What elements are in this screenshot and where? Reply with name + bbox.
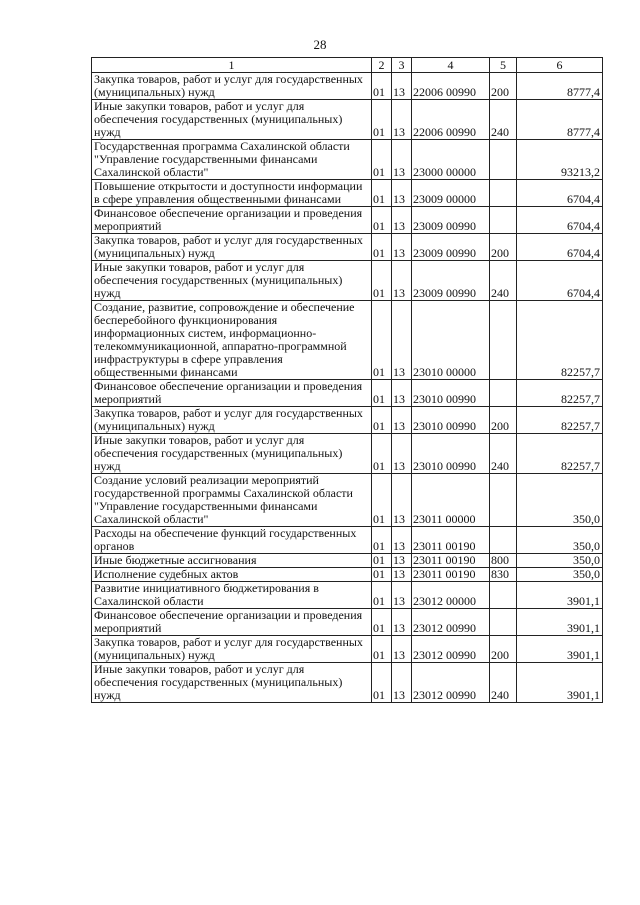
section-code-cell: 01 xyxy=(372,234,392,261)
expense-type-cell xyxy=(490,180,517,207)
target-article-cell: 23011 00190 xyxy=(412,527,490,554)
expense-name-cell: Повышение открытости и доступности информации в сфере управления общественными финансами xyxy=(92,180,372,207)
subsection-code-cell: 13 xyxy=(392,474,412,527)
expense-type-cell xyxy=(490,582,517,609)
section-code-cell: 01 xyxy=(372,100,392,140)
header-cell: 3 xyxy=(392,58,412,73)
subsection-code-cell: 13 xyxy=(392,527,412,554)
section-code-cell: 01 xyxy=(372,554,392,568)
expense-name-cell: Закупка товаров, работ и услуг для государственных (муниципальных) нужд xyxy=(92,636,372,663)
amount-cell: 6704,4 xyxy=(517,180,603,207)
table-header-row xyxy=(92,58,603,73)
expense-type-cell: 240 xyxy=(490,663,517,703)
expense-name-cell: Закупка товаров, работ и услуг для государственных (муниципальных) нужд xyxy=(92,407,372,434)
target-article-cell: 23009 00990 xyxy=(412,261,490,301)
table-row xyxy=(92,73,603,100)
expense-name-cell: Иные закупки товаров, работ и услуг для обеспечения государственных (муниципальных) нужд xyxy=(92,663,372,703)
expense-name-cell: Закупка товаров, работ и услуг для государственных (муниципальных) нужд xyxy=(92,73,372,100)
amount-cell: 82257,7 xyxy=(517,380,603,407)
section-code-cell: 01 xyxy=(372,73,392,100)
expense-type-cell: 830 xyxy=(490,568,517,582)
header-cell: 4 xyxy=(412,58,490,73)
subsection-code-cell: 13 xyxy=(392,636,412,663)
subsection-code-cell: 13 xyxy=(392,554,412,568)
header-cell: 5 xyxy=(490,58,517,73)
expense-type-cell xyxy=(490,609,517,636)
subsection-code-cell: 13 xyxy=(392,663,412,703)
expense-type-cell: 800 xyxy=(490,554,517,568)
expense-name-cell: Иные закупки товаров, работ и услуг для обеспечения государственных (муниципальных) нужд xyxy=(92,434,372,474)
target-article-cell: 23011 00190 xyxy=(412,568,490,582)
section-code-cell: 01 xyxy=(372,380,392,407)
target-article-cell: 23010 00000 xyxy=(412,301,490,380)
amount-cell: 8777,4 xyxy=(517,100,603,140)
expense-type-cell xyxy=(490,301,517,380)
amount-cell: 6704,4 xyxy=(517,234,603,261)
target-article-cell: 23009 00000 xyxy=(412,180,490,207)
amount-cell: 82257,7 xyxy=(517,407,603,434)
section-code-cell: 01 xyxy=(372,663,392,703)
amount-cell: 350,0 xyxy=(517,474,603,527)
expense-name-cell: Иные закупки товаров, работ и услуг для обеспечения государственных (муниципальных) нужд xyxy=(92,261,372,301)
target-article-cell: 23000 00000 xyxy=(412,140,490,180)
target-article-cell: 23010 00990 xyxy=(412,380,490,407)
budget-table xyxy=(91,57,603,703)
subsection-code-cell: 13 xyxy=(392,568,412,582)
expense-name-cell: Закупка товаров, работ и услуг для государственных (муниципальных) нужд xyxy=(92,234,372,261)
target-article-cell: 23009 00990 xyxy=(412,234,490,261)
header-cell: 6 xyxy=(517,58,603,73)
section-code-cell: 01 xyxy=(372,568,392,582)
section-code-cell: 01 xyxy=(372,407,392,434)
amount-cell: 3901,1 xyxy=(517,582,603,609)
table-row xyxy=(92,100,603,140)
table-row xyxy=(92,301,603,380)
target-article-cell: 22006 00990 xyxy=(412,73,490,100)
subsection-code-cell: 13 xyxy=(392,407,412,434)
table-row xyxy=(92,568,603,582)
expense-type-cell: 240 xyxy=(490,434,517,474)
section-code-cell: 01 xyxy=(372,261,392,301)
section-code-cell: 01 xyxy=(372,636,392,663)
amount-cell: 350,0 xyxy=(517,527,603,554)
amount-cell: 3901,1 xyxy=(517,663,603,703)
expense-type-cell xyxy=(490,474,517,527)
expense-type-cell: 200 xyxy=(490,234,517,261)
section-code-cell: 01 xyxy=(372,609,392,636)
expense-type-cell xyxy=(490,207,517,234)
table-row xyxy=(92,474,603,527)
subsection-code-cell: 13 xyxy=(392,207,412,234)
section-code-cell: 01 xyxy=(372,140,392,180)
expense-name-cell: Финансовое обеспечение организации и проведения мероприятий xyxy=(92,609,372,636)
table-row xyxy=(92,663,603,703)
target-article-cell: 23011 00190 xyxy=(412,554,490,568)
subsection-code-cell: 13 xyxy=(392,609,412,636)
subsection-code-cell: 13 xyxy=(392,180,412,207)
expense-name-cell: Финансовое обеспечение организации и проведения мероприятий xyxy=(92,207,372,234)
expense-type-cell: 200 xyxy=(490,636,517,663)
amount-cell: 93213,2 xyxy=(517,140,603,180)
table-row xyxy=(92,180,603,207)
expense-name-cell: Развитие инициативного бюджетирования в Сахалинской области xyxy=(92,582,372,609)
subsection-code-cell: 13 xyxy=(392,380,412,407)
section-code-cell: 01 xyxy=(372,207,392,234)
expense-type-cell: 200 xyxy=(490,73,517,100)
expense-type-cell xyxy=(490,140,517,180)
section-code-cell: 01 xyxy=(372,434,392,474)
expense-type-cell: 240 xyxy=(490,261,517,301)
amount-cell: 82257,7 xyxy=(517,434,603,474)
expense-name-cell: Расходы на обеспечение функций государственных органов xyxy=(92,527,372,554)
target-article-cell: 23012 00990 xyxy=(412,636,490,663)
amount-cell: 350,0 xyxy=(517,554,603,568)
section-code-cell: 01 xyxy=(372,582,392,609)
table-row xyxy=(92,527,603,554)
target-article-cell: 23010 00990 xyxy=(412,407,490,434)
subsection-code-cell: 13 xyxy=(392,234,412,261)
table-row xyxy=(92,140,603,180)
section-code-cell: 01 xyxy=(372,527,392,554)
table-row xyxy=(92,380,603,407)
expense-type-cell xyxy=(490,527,517,554)
subsection-code-cell: 13 xyxy=(392,301,412,380)
table-row xyxy=(92,609,603,636)
subsection-code-cell: 13 xyxy=(392,261,412,301)
table-row xyxy=(92,234,603,261)
expense-type-cell xyxy=(490,380,517,407)
expense-type-cell: 200 xyxy=(490,407,517,434)
page-number: 28 xyxy=(313,37,327,52)
amount-cell: 3901,1 xyxy=(517,609,603,636)
subsection-code-cell: 13 xyxy=(392,73,412,100)
amount-cell: 350,0 xyxy=(517,568,603,582)
amount-cell: 3901,1 xyxy=(517,636,603,663)
table-row xyxy=(92,582,603,609)
target-article-cell: 22006 00990 xyxy=(412,100,490,140)
amount-cell: 8777,4 xyxy=(517,73,603,100)
target-article-cell: 23012 00000 xyxy=(412,582,490,609)
subsection-code-cell: 13 xyxy=(392,434,412,474)
subsection-code-cell: 13 xyxy=(392,100,412,140)
amount-cell: 6704,4 xyxy=(517,261,603,301)
expense-name-cell: Иные бюджетные ассигнования xyxy=(92,554,372,568)
amount-cell: 82257,7 xyxy=(517,301,603,380)
subsection-code-cell: 13 xyxy=(392,582,412,609)
target-article-cell: 23010 00990 xyxy=(412,434,490,474)
expense-type-cell: 240 xyxy=(490,100,517,140)
section-code-cell: 01 xyxy=(372,474,392,527)
table-row xyxy=(92,636,603,663)
section-code-cell: 01 xyxy=(372,180,392,207)
table-row xyxy=(92,407,603,434)
table-row xyxy=(92,434,603,474)
amount-cell: 6704,4 xyxy=(517,207,603,234)
target-article-cell: 23012 00990 xyxy=(412,663,490,703)
table-row xyxy=(92,261,603,301)
expense-name-cell: Создание, развитие, сопровождение и обеспечение бесперебойного функционирования информационных систем, информационно-телекоммуникационной, аппаратно-программной инфраструктуры в сфере управления общественными финансами xyxy=(92,301,372,380)
header-cell: 2 xyxy=(372,58,392,73)
expense-name-cell: Финансовое обеспечение организации и проведения мероприятий xyxy=(92,380,372,407)
expense-name-cell: Иные закупки товаров, работ и услуг для обеспечения государственных (муниципальных) нужд xyxy=(92,100,372,140)
subsection-code-cell: 13 xyxy=(392,140,412,180)
table-row xyxy=(92,207,603,234)
target-article-cell: 23009 00990 xyxy=(412,207,490,234)
expense-name-cell: Создание условий реализации мероприятий государственной программы Сахалинской области "Управление государственными финансами Сахалинской области" xyxy=(92,474,372,527)
expense-name-cell: Государственная программа Сахалинской области "Управление государственными финансами Сахалинской области" xyxy=(92,140,372,180)
target-article-cell: 23011 00000 xyxy=(412,474,490,527)
table-row xyxy=(92,554,603,568)
expense-name-cell: Исполнение судебных актов xyxy=(92,568,372,582)
target-article-cell: 23012 00990 xyxy=(412,609,490,636)
section-code-cell: 01 xyxy=(372,301,392,380)
header-cell: 1 xyxy=(92,58,372,73)
